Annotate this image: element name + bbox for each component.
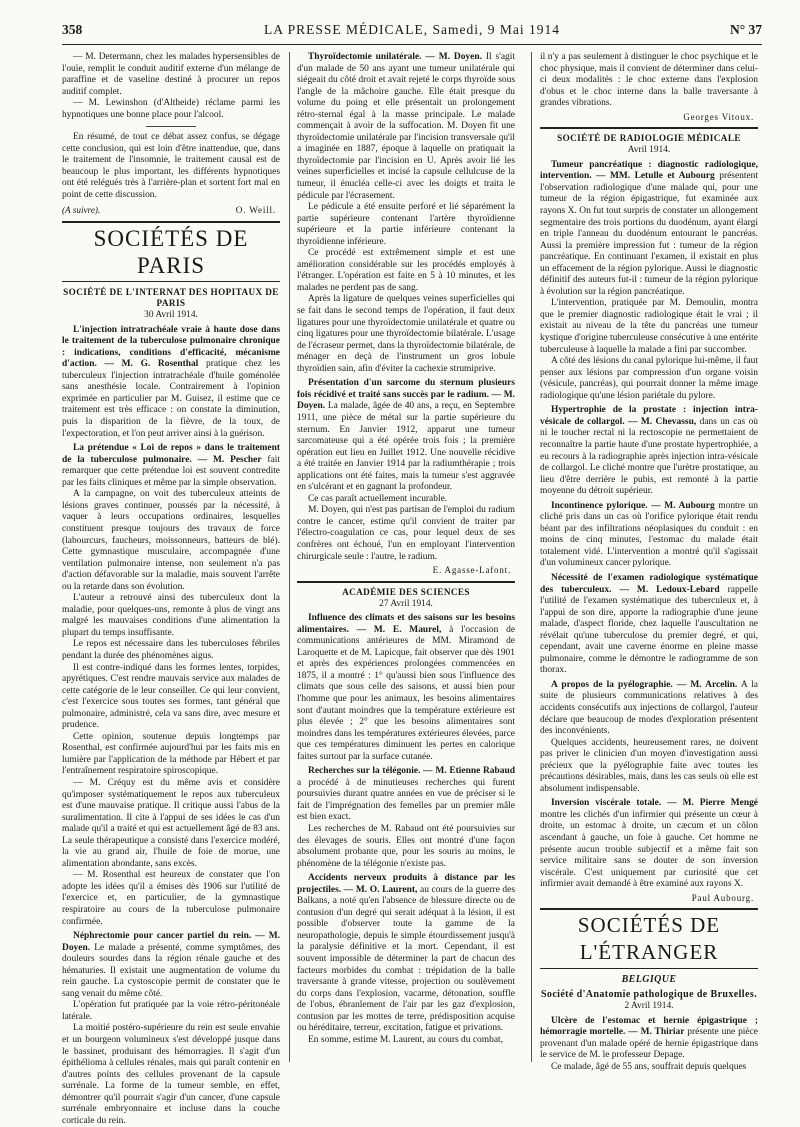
article-text: Le malade a présenté, comme symptômes, des douleurs sourdes dans la région rénale gauche et des hématuries. Il existait une augmentation de volume du rein gauche. La cystoscopie permit de constater que le sang venait du même côté. xyxy=(62,942,281,999)
article-title: Influence des climats et des saisons sur les besoins alimentaires. — M. E. Maurel, xyxy=(297,613,515,635)
article-title: Tumeur pancréatique : diagnostic radiologique, intervention. — MM. Letulle et Aubourg xyxy=(540,159,758,182)
paragraph: Ce cas paraît actuellement incurable. xyxy=(308,493,448,504)
society-date: Avril 1914. xyxy=(627,145,671,156)
paragraph: Il est contre-indiqué dans les formes lentes, torpides, apyrétiques. C'est rendre mauvais service aux malades de cette catégorie de le leur conseiller. Ce qui leur convient, c'est l'exercice sous toutes ses formes, tant général que pulmonaire, administré, cela va sans dire, avec mesure et prudence. xyxy=(62,662,280,731)
society-title: SOCIÉTÉ DE L'INTERNAT DES HOPITAUX DE PARIS xyxy=(63,287,279,309)
paragraph: Le repos est nécessaire dans les tuberculoses fébriles pendant la durée des phénomènes aigus. xyxy=(62,639,280,661)
article-text: dans un cas où ni le toucher rectal ni la rectoscopie ne permettaient de reconnaître la partie haute d'une prostate hypertrophiée, a eu recours à la radiographie après injection intra-vésicale de collargol. Le cliché montre que l'urètre prostatique, au lieu d'être derrière le pubis, est remonté à la partie moyenne du détroit supérieur. xyxy=(540,416,759,497)
article-title: Incontinence pylorique. — M. Aubourg xyxy=(551,500,715,511)
paragraph: — M. Determann, chez les malades hypersensibles de l'ouïe, remplit le conduit auditif externe d'un mélange de paraffine et de vaseline destiné à procurer un repos auditif complet. xyxy=(62,52,280,97)
section-rule xyxy=(297,581,515,583)
article-title: Hypertrophie de la prostate : injection intra-vésicale de collargol. — M. Chevassu, xyxy=(540,405,758,427)
paragraph: Ce procédé est extrêmement simple et est une amélioration considérable sur les procédés employés à l'étranger. L'opération est faite en 5 à 10 minutes, et les malades ne perdent pas de sang. xyxy=(297,248,515,293)
page-number: 358 xyxy=(62,22,83,37)
paragraph: Après la ligature de quelques veines superficielles qui se fait dans le second temps de l'opération, il faut deux ligatures pour une thyroïdectomie unilatérale et quatre ou cinq ligatures pour une thyroïdectomie bilatérale. L'usage de l'écraseur permet, dans la thyroïdectomie bilatérale, de ménager en deçà de l'instrument un gros lobule thyroïdien sain, afin d'éviter la cachexie strumiprive. xyxy=(297,294,515,374)
article-title: Présentation d'un sarcome du sternum plusieurs fois récidivé et traité sans succès par le radium. — M. Doyen. xyxy=(297,378,515,412)
article-title: Recherches sur la télégonie. — M. Etienne Rabaud xyxy=(308,766,515,777)
article-title: La prétendue « Loi de repos » dans le traitement de la tuberculose pulmonaire. — M. Pescher xyxy=(62,443,280,465)
country-heading: BELGIQUE xyxy=(621,974,677,986)
column-3 xyxy=(540,52,759,1073)
author-signature: E. Agasse-Lafont. xyxy=(432,565,511,576)
paragraph: — M. Créquy est du même avis et considère qu'imposer systématiquement le repos aux tuberculeux est d'une mauvaise pratique. Il critique aussi l'abus de la suralimentation. Il cite à l'appui de ses idées le cas d'un malade qu'il a traité et qui est actuellement âgé de 83 ans. La seule thérapeutique a consisté dans l'exercice modéré, la vie au grand air, l'huile de foie de morue, une alimentation abondante, sans excès. xyxy=(62,777,280,869)
article-title: Ulcère de l'estomac et hernie épigastrique ; hémorragie mortelle. — M. Thiriar xyxy=(540,1015,758,1038)
column-1 xyxy=(62,52,281,1126)
paragraph: L'auteur a retrouvé ainsi des tuberculeux dont la maladie, pour quelques-uns, remonte à plus de vingt ans malgré les mauvaises conditions d'une alimentation la plupart du temps insuffisante. xyxy=(62,593,280,638)
header-rule xyxy=(62,44,762,45)
society-date: 2 Avril 1914. xyxy=(624,1001,674,1012)
separator xyxy=(146,126,196,127)
article-text: a procédé à de minutieuses recherches qui furent poursuivies durant quatre années en vue de préciser si le fait de l'imprégnation des femelles par un premier mâle est bien exact. xyxy=(297,777,515,823)
society-title: SOCIÉTÉ DE RADIOLOGIE MÉDICALE xyxy=(557,133,741,144)
society-date: 30 Avril 1914. xyxy=(144,310,198,321)
paragraph: A côté des lésions du canal pylorique lui-même, il faut penser aux lésions par compression d'un organe voisin (vésicule, pancréas), qui pourrait donner la même image radiologique qu'une lésion pariétale du pylore. xyxy=(540,356,758,401)
paragraph: Le pédicule a été ensuite perforé et lié séparément la partie supérieure contenant l'artère thyroïdienne supérieure et la partie inférieure contenant la thyroïdienne inférieure. xyxy=(297,202,515,247)
article-title: Thyroïdectomie unilatérale. — M. Doyen. xyxy=(308,52,482,62)
paragraph: L'intervention, pratiquée par M. Demoulin, montra que le premier diagnostic radiologique était le vrai ; il existait au niveau de la tête du pancréas une tumeur kystique d'origine tuberculeuse consécutive à une entérite tuberculeuse à laquelle la malade a fini par succomber. xyxy=(540,298,758,355)
paragraph: — M. Rosenthal est heureux de constater que l'on adopte les idées qu'il a émises dès 1906 sur l'utilité de l'exercice et, en particulier, de la gymnastique respiratoire au cours de la tuberculose pulmonaire confirmée. xyxy=(62,870,280,927)
article-text: montre un cliché pris dans un cas où l'orifice pylorique était rendu béant par des infiltrations néoplasiques du conduit : en moins de cinq minutes, l'estomac du malade était totalement vidé. L'intervention a montré qu'il s'agissait d'un volumineux cancer pylorique. xyxy=(540,500,758,569)
journal-title: LA PRESSE MÉDICALE, Samedi, 9 Mai 1914 xyxy=(263,22,560,37)
paragraph: La moitié postéro-supérieure du rein est seule envahie et un bourgeon volumineux s'est développé jusque dans le bassinet, produisant des hémorragies. Il s'agit d'un épithélioma à cellules rénales, mais qui paraît contenir en d'autres points des cellules provenant de la capsule surrénale. La forme de la tumeur semble, en effet, démontrer qu'il pourrait s'agir d'un cancer, d'une capsule surrénale embryonnaire et incluse dans la couche corticale du rein. xyxy=(62,1023,280,1126)
author-signature: Georges Vitoux. xyxy=(683,111,754,122)
paragraph: En somme, estime M. Laurent, au cours du combat, xyxy=(308,1034,503,1045)
article-text: à l'occasion de communications antérieures de MM. Miramond de Laroquette et de M. Lapicque, fait observer que dès 1901 et après des expériences prolongées commencées en 1875, il a montré : 1° qu'aussi bien sous l'influence des climats que sous celle des saisons, et aussi bien pour l'homme que pour les animaux, les besoins alimentaires sont d'autant moindres que la température extérieure est plus élevée ; 2° que les besoins alimentaires sont moindres dans les températures extérieures élevées, parce que ces températures diminuent les pertes en calorique faites surtout par la surface cutanée. xyxy=(297,624,516,762)
issue-number: N° 37 xyxy=(729,22,762,37)
paragraph: il n'y a pas seulement à distinguer le choc psychique et le choc physique, mais il convient de déterminer dans celui-ci deux modalités : le choc externe dans l'explosion d'obus et le choc interne dans la balle traversante à grandes vibrations. xyxy=(540,52,758,109)
author-signature: O. Weill. xyxy=(235,204,276,215)
paragraph: L'opération fut pratiquée par la voie rétro-péritonéale latérale. xyxy=(62,1000,280,1022)
column-divider xyxy=(289,52,290,1062)
section-rule xyxy=(540,908,758,910)
article-text: présentent l'observation radiologique d'une malade qui, pour une tumeur de la région épigastrique, fut examinée aux rayons X. On fut tout surpris de constater un allongement segmentaire des trois portions du duodénum, ayant élargi en triple l'anneau du duodénum entourant le pancréas. Aussi la première impression fut : tumeur de la région pancréatique. En continuant l'examen, il existait en plus un effacement de la région pylorique. Aussi le diagnostic définitif des auteurs fut-il : tumeur de la région pylorique à évolution sur la région pancréatique. xyxy=(540,171,759,297)
article-title: Nécessité de l'examen radiologique systématique des tuberculeux. — M. Ledoux-Lebard xyxy=(540,572,758,595)
paragraph: Cette opinion, soutenue depuis longtemps par Rosenthal, est confirmée aujourd'hui par les faits mis en lumière par l'application de la méthode par Hébert et par l'entraînement respiratoire spiroscopique. xyxy=(62,731,280,777)
section-rule xyxy=(540,968,758,969)
article-text: rappelle l'utilité de l'examen systématique des tuberculeux et, à l'appui de son dire, apporte la radiographie d'une jeune malade, d'aspect floride, chez laquelle l'auscultation ne révélait qu'une tuberculose du premier degré, et qui, cependant, avait une caverne énorme en pleine masse pulmonaire, comme le démontre le radiogramme de son thorax. xyxy=(540,584,759,676)
article-title: Néphrectomie pour cancer partiel du rein. — M. Doyen. xyxy=(62,931,280,953)
section-title: SOCIÉTÉS DE PARIS xyxy=(93,226,249,279)
article-text: La malade, âgée de 40 ans, a reçu, en Septembre 1911, une pièce de métal sur la partie supérieure du sternum. En Janvier 1912, apparut une tumeur sarcomateuse qui a été opérée trois fois ; la première opération eut lieu en Juillet 1912. Une nouvelle récidive a été traitée en Janvier 1914 par la radiumthérapie ; trois applications ont été faites, mais la tumeur s'est aggravée en s'ulcérant et en gagnant la profondeur. xyxy=(297,401,516,493)
section-title: SOCIÉTÉS DE L'ÉTRANGER xyxy=(577,913,721,965)
article-title: Accidents nerveux produits à distance par les projectiles. — M. O. Laurent, xyxy=(297,873,515,895)
article-title: L'injection intratrachéale vraie à haute dose dans le traitement de la tuberculose pulmonaire chronique : indications, conditions d'efficacité, mécanisme d'action. — M. G. Rosenthal xyxy=(62,324,280,370)
article-text: au cours de la guerre des Balkans, a noté qu'en l'absence de blessure directe ou de contusion d'un degré qui serait adéquat à la lésion, il est possible d'observer toute la gamme de la neuropathologie, depuis le simple étourdissement jusqu'à la paralysie définitive et la mort. Cependant, il est souvent impossible de déterminer la part de chacun des facteurs morbides du combat : trépidation de la balle traversante à grande vitesse, projection ou soulèvement du corps dans l'explosion, vacarme, détonation, souffle de l'obus, ébranlement de l'air par les gaz d'explosion, contusion par les mottes de terre, prédisposition acquise ou héréditaire, terreur, excitation, fatigue et privations. xyxy=(297,884,515,1034)
society-title: Société d'Anatomie pathologique de Bruxelles. xyxy=(540,989,758,1001)
paragraph: Ce malade, âgé de 55 ans, souffrait depuis quelques xyxy=(551,1062,747,1073)
article-text: montre les clichés d'un infirmier qui présente un cœur à droite, un estomac à droite, un cæcum et un côlon ascendant à gauche, un foie à gauche. Cet homme ne présente aucun trouble subjectif et a même fait son service militaire sans se douter de son inversion viscérale. C'est uniquement par curiosité que cet infirmier avait demandé à être examiné aux rayons X. xyxy=(540,809,758,890)
paragraph: A la campagne, on voit des tuberculeux atteints de lésions graves continuer, poussés par la nécessité, à vaquer à leurs occupations ordinaires, lesquelles constituent presque toujours des travaux de force (labourcurs, faucheurs, moissonneurs, batteurs de blé). Cette gymnastique musculaire, accompagnée d'une ventilation pulmonaire intense, non seulement n'a pas d'action défavorable sur la maladie, mais souvent l'arrête ou la retarde dans son évolution. xyxy=(62,489,280,592)
page-header xyxy=(62,20,762,42)
author-signature: Paul Aubourg. xyxy=(691,892,754,903)
society-title: ACADÉMIE DES SCIENCES xyxy=(342,586,470,597)
paragraph: En résumé, de tout ce débat assez confus, se dégage cette conclusion, qui est loin d'être inattendue, que, dans le traitement de l'insomnie, le traitement causal est de beaucoup le plus important, les différents hypnotiques ont été relégués très à l'arrière-plan et sortent fort mal en point de cette discussion. xyxy=(62,132,280,201)
section-rule xyxy=(540,127,758,129)
article-text: présente une pièce provenant d'un malade opéré de hernie épigastrique dans le service de M. le professeur Depage. xyxy=(540,1027,758,1061)
paragraph: M. Doyen, qui n'est pas partisan de l'emploi du radium contre le cancer, estime qu'il convient de traiter par l'électro-coagulation ce cas, pour lequel deux de ses confrères ont échoué, l'un en employant l'intervention chirurgicale seule : l'autre, le radium. xyxy=(297,505,515,562)
article-text: fait remarquer que cette prétendue loi est souvent contredite par les faits cliniques et même par la simple observation. xyxy=(62,454,280,488)
section-rule xyxy=(62,281,280,282)
article-text: A la suite de plusieurs communications relatives à des accidents consécutifs aux injections de collargol, l'auteur déclare que beaucoup de modes d'exploration présentent des inconvénients. xyxy=(540,679,758,737)
article-title: Inversion viscérale totale. — M. Pierre Mengé xyxy=(551,798,758,809)
section-rule xyxy=(62,221,280,223)
article-title: A propos de la pyélographie. — M. Arcelin. xyxy=(551,679,738,690)
article-text: pratique chez les tuberculeux l'injection intratrachéale d'huile goménolée sans anesthésie locale. Contrairement à l'opinion exprimée en particulier par M. Guisez, il estime que ce traitement est très efficace : on constate la diminution, puis la disparition de la fièvre, de la toux, de l'expectoration, et l'on peut arriver ainsi à la guérison. xyxy=(62,359,280,439)
continuation-note: (A suivre). xyxy=(62,204,101,215)
signature-line xyxy=(62,205,276,217)
paragraph: — M. Lewinshon (d'Altheide) réclame parmi les hypnotiques une bonne place pour l'alcool. xyxy=(62,98,280,120)
column-divider xyxy=(531,52,532,1062)
column-2 xyxy=(297,52,515,1067)
society-date: 27 Avril 1914. xyxy=(379,598,433,609)
article-text: Il s'agit d'un malade de 50 ans ayant une tumeur unilatérale qui siégeait du côté droit et avait rejeté le corps thyroïde sous l'angle de la mâchoire gauche. Elle était presque du volume du poing et elle présentait un prolongement rétro-sternal égal à la masse principale. Le malade commençait à avoir de la suffocation. M. Doyen fit une thyroïdectomie unilatérale par l'incision transversale qu'il a imaginée en 1887, époque à laquelle on pratiquait la thyroïdectomie par l'incision en U. Après avoir lié les veines superficielles et incisé la capsule cellulcuse de la tumeur, il énucléa celle-ci avec les doigts et traita le pédicule par l'écrasement. xyxy=(297,52,516,201)
paragraph: Les recherches de M. Rabaud ont été poursuivies sur des élevages de souris. Elles ont montré d'une façon absolument probante que, pour les souris au moins, le phénomène de la télégonie n'existe pas. xyxy=(297,824,515,869)
paragraph: Quelques accidents, heureusement rares, ne doivent pas priver le clinicien d'un moyen d'investigation aussi précieux que la pyélographie faite avec toutes les précautions désirables, mais, dans les cas seuls où elle est absolument indispensable. xyxy=(540,737,758,794)
